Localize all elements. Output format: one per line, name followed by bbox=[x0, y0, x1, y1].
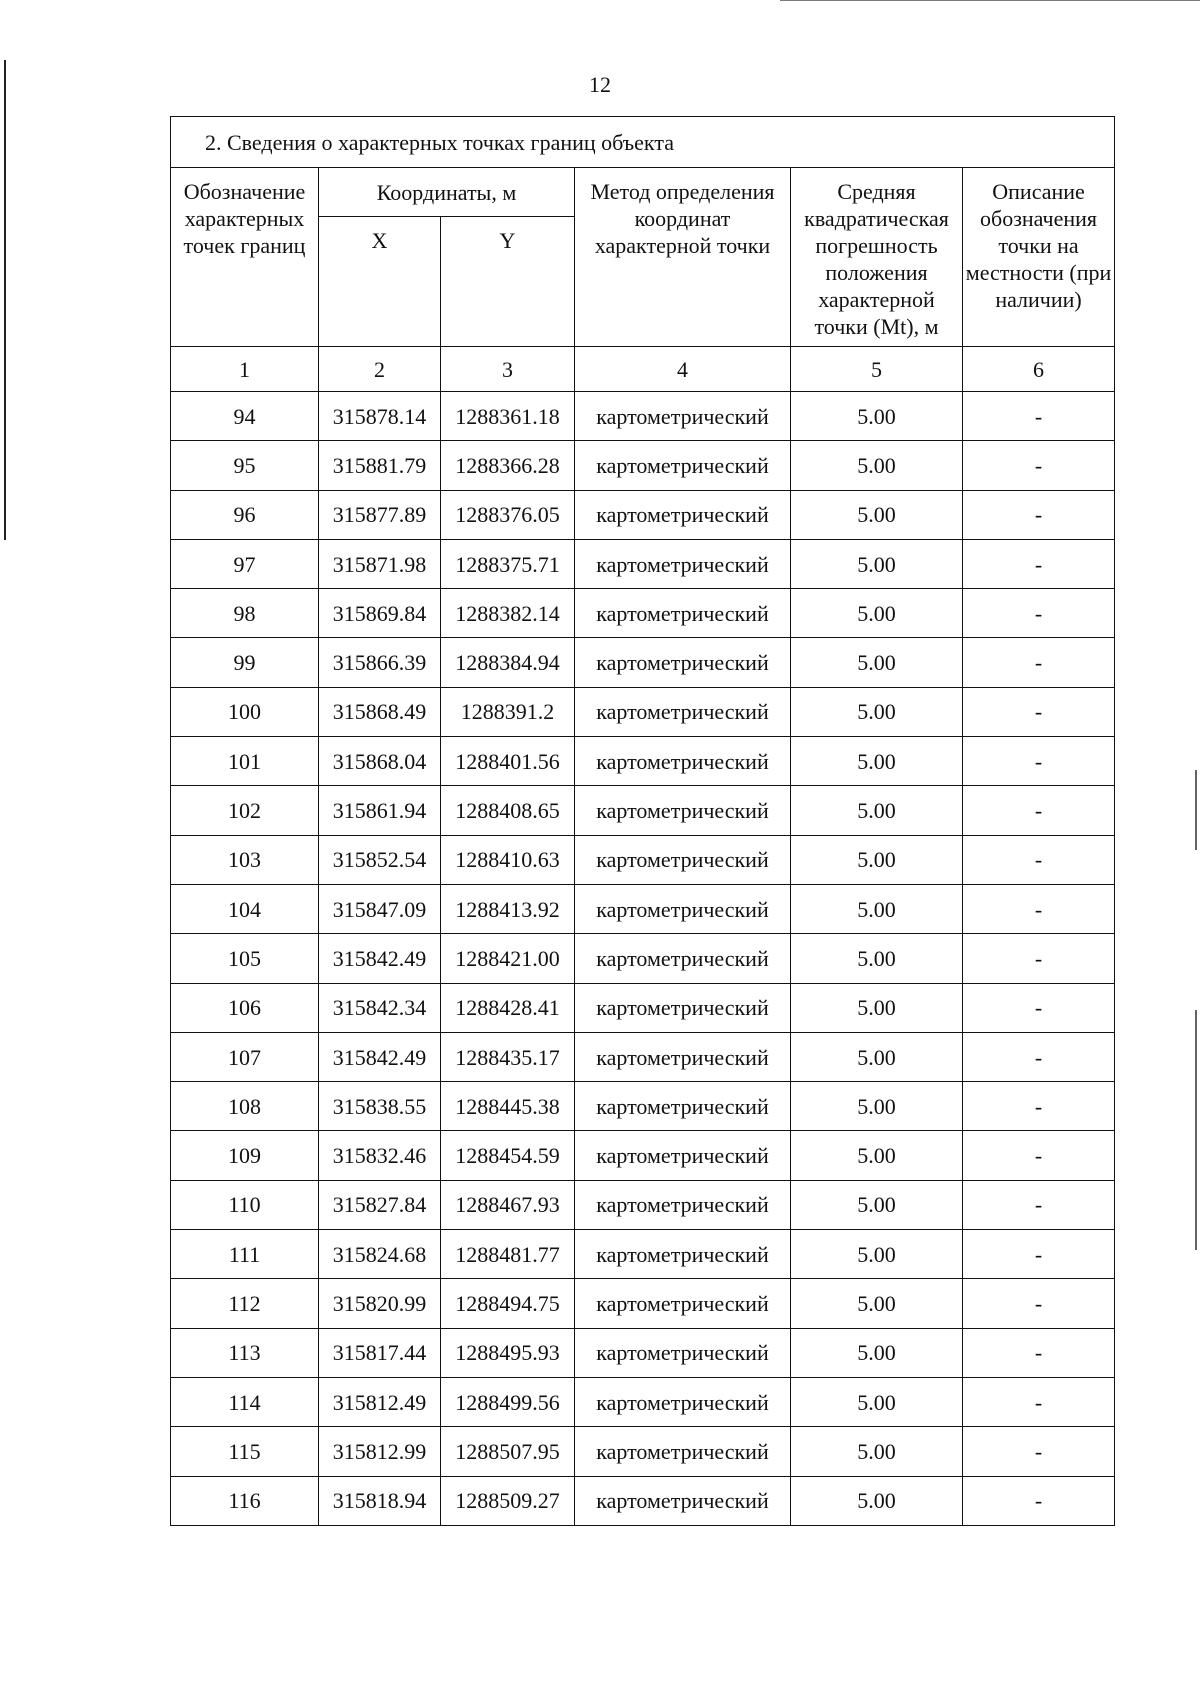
table-row bbox=[171, 835, 1115, 884]
method-cell: картометрический bbox=[575, 1131, 791, 1180]
y-coordinate-cell: 1288366.28 bbox=[441, 441, 575, 490]
y-coordinate-cell: 1288375.71 bbox=[441, 539, 575, 588]
error-cell: 5.00 bbox=[791, 737, 963, 786]
method-cell: картометрический bbox=[575, 687, 791, 736]
x-coordinate-cell: 315869.84 bbox=[319, 589, 441, 638]
y-coordinate-cell: 1288408.65 bbox=[441, 786, 575, 835]
error-cell: 5.00 bbox=[791, 441, 963, 490]
x-coordinate-cell: 315868.04 bbox=[319, 737, 441, 786]
method-cell: картометрический bbox=[575, 1377, 791, 1426]
header-coordinates: Координаты, м bbox=[319, 168, 575, 217]
table-row bbox=[171, 737, 1115, 786]
y-coordinate-cell: 1288428.41 bbox=[441, 983, 575, 1032]
description-cell: - bbox=[963, 884, 1115, 933]
x-coordinate-cell: 315878.14 bbox=[319, 392, 441, 441]
point-id-cell: 116 bbox=[171, 1476, 319, 1525]
error-cell: 5.00 bbox=[791, 1377, 963, 1426]
point-id-cell: 106 bbox=[171, 983, 319, 1032]
error-cell: 5.00 bbox=[791, 638, 963, 687]
error-cell: 5.00 bbox=[791, 983, 963, 1032]
table-row bbox=[171, 934, 1115, 983]
header-y: Y bbox=[441, 217, 575, 347]
method-cell: картометрический bbox=[575, 490, 791, 539]
x-coordinate-cell: 315842.49 bbox=[319, 1032, 441, 1081]
column-number: 2 bbox=[319, 347, 441, 392]
boundary-points-table bbox=[170, 116, 1115, 1526]
description-cell: - bbox=[963, 1230, 1115, 1279]
table-row bbox=[171, 441, 1115, 490]
error-cell: 5.00 bbox=[791, 934, 963, 983]
table-row bbox=[171, 638, 1115, 687]
table-row bbox=[171, 1082, 1115, 1131]
point-id-cell: 102 bbox=[171, 786, 319, 835]
description-cell: - bbox=[963, 539, 1115, 588]
column-number: 5 bbox=[791, 347, 963, 392]
x-coordinate-cell: 315812.49 bbox=[319, 1377, 441, 1426]
y-coordinate-cell: 1288445.38 bbox=[441, 1082, 575, 1131]
column-number: 6 bbox=[963, 347, 1115, 392]
point-id-cell: 110 bbox=[171, 1180, 319, 1229]
description-cell: - bbox=[963, 1279, 1115, 1328]
scan-edge-right-lower bbox=[1195, 1010, 1197, 1250]
error-cell: 5.00 bbox=[791, 1131, 963, 1180]
method-cell: картометрический bbox=[575, 1082, 791, 1131]
error-cell: 5.00 bbox=[791, 1180, 963, 1229]
description-cell: - bbox=[963, 1427, 1115, 1476]
y-coordinate-cell: 1288509.27 bbox=[441, 1476, 575, 1525]
x-coordinate-cell: 315820.99 bbox=[319, 1279, 441, 1328]
point-id-cell: 115 bbox=[171, 1427, 319, 1476]
description-cell: - bbox=[963, 392, 1115, 441]
scan-edge-right bbox=[1195, 770, 1197, 850]
description-cell: - bbox=[963, 1180, 1115, 1229]
table-row bbox=[171, 490, 1115, 539]
header-method: Метод определения координат характерной точки bbox=[575, 168, 791, 347]
table-row bbox=[171, 1131, 1115, 1180]
y-coordinate-cell: 1288507.95 bbox=[441, 1427, 575, 1476]
error-cell: 5.00 bbox=[791, 539, 963, 588]
y-coordinate-cell: 1288435.17 bbox=[441, 1032, 575, 1081]
point-id-cell: 108 bbox=[171, 1082, 319, 1131]
y-coordinate-cell: 1288401.56 bbox=[441, 737, 575, 786]
error-cell: 5.00 bbox=[791, 835, 963, 884]
table-row bbox=[171, 1377, 1115, 1426]
point-id-cell: 94 bbox=[171, 392, 319, 441]
x-coordinate-cell: 315871.98 bbox=[319, 539, 441, 588]
error-cell: 5.00 bbox=[791, 1032, 963, 1081]
scan-edge-top bbox=[780, 0, 1200, 1]
table-row bbox=[171, 1279, 1115, 1328]
description-cell: - bbox=[963, 638, 1115, 687]
table-row bbox=[171, 1230, 1115, 1279]
header-description: Описание обозначения точки на местности (при наличии) bbox=[963, 168, 1115, 347]
x-coordinate-cell: 315832.46 bbox=[319, 1131, 441, 1180]
x-coordinate-cell: 315838.55 bbox=[319, 1082, 441, 1131]
error-cell: 5.00 bbox=[791, 392, 963, 441]
method-cell: картометрический bbox=[575, 1230, 791, 1279]
y-coordinate-cell: 1288413.92 bbox=[441, 884, 575, 933]
y-coordinate-cell: 1288454.59 bbox=[441, 1131, 575, 1180]
method-cell: картометрический bbox=[575, 638, 791, 687]
point-id-cell: 95 bbox=[171, 441, 319, 490]
error-cell: 5.00 bbox=[791, 1082, 963, 1131]
error-cell: 5.00 bbox=[791, 1230, 963, 1279]
point-id-cell: 98 bbox=[171, 589, 319, 638]
error-cell: 5.00 bbox=[791, 1476, 963, 1525]
point-id-cell: 113 bbox=[171, 1328, 319, 1377]
point-id-cell: 100 bbox=[171, 687, 319, 736]
point-id-cell: 109 bbox=[171, 1131, 319, 1180]
error-cell: 5.00 bbox=[791, 786, 963, 835]
method-cell: картометрический bbox=[575, 737, 791, 786]
point-id-cell: 111 bbox=[171, 1230, 319, 1279]
description-cell: - bbox=[963, 441, 1115, 490]
point-id-cell: 103 bbox=[171, 835, 319, 884]
method-cell: картометрический bbox=[575, 1427, 791, 1476]
column-number: 4 bbox=[575, 347, 791, 392]
y-coordinate-cell: 1288495.93 bbox=[441, 1328, 575, 1377]
y-coordinate-cell: 1288410.63 bbox=[441, 835, 575, 884]
table-row bbox=[171, 884, 1115, 933]
x-coordinate-cell: 315827.84 bbox=[319, 1180, 441, 1229]
error-cell: 5.00 bbox=[791, 1427, 963, 1476]
error-cell: 5.00 bbox=[791, 687, 963, 736]
column-number: 3 bbox=[441, 347, 575, 392]
point-id-cell: 114 bbox=[171, 1377, 319, 1426]
method-cell: картометрический bbox=[575, 934, 791, 983]
x-coordinate-cell: 315868.49 bbox=[319, 687, 441, 736]
x-coordinate-cell: 315817.44 bbox=[319, 1328, 441, 1377]
table-row bbox=[171, 539, 1115, 588]
x-coordinate-cell: 315852.54 bbox=[319, 835, 441, 884]
y-coordinate-cell: 1288376.05 bbox=[441, 490, 575, 539]
description-cell: - bbox=[963, 589, 1115, 638]
point-id-cell: 105 bbox=[171, 934, 319, 983]
point-id-cell: 104 bbox=[171, 884, 319, 933]
page-number: 12 bbox=[589, 72, 611, 97]
description-cell: - bbox=[963, 983, 1115, 1032]
y-coordinate-cell: 1288361.18 bbox=[441, 392, 575, 441]
description-cell: - bbox=[963, 1082, 1115, 1131]
y-coordinate-cell: 1288481.77 bbox=[441, 1230, 575, 1279]
x-coordinate-cell: 315881.79 bbox=[319, 441, 441, 490]
description-cell: - bbox=[963, 1032, 1115, 1081]
method-cell: картометрический bbox=[575, 392, 791, 441]
y-coordinate-cell: 1288382.14 bbox=[441, 589, 575, 638]
description-cell: - bbox=[963, 1328, 1115, 1377]
method-cell: картометрический bbox=[575, 1279, 791, 1328]
section-title: 2. Сведения о характерных точках границ объекта bbox=[171, 117, 1115, 168]
error-cell: 5.00 bbox=[791, 1328, 963, 1377]
point-id-cell: 99 bbox=[171, 638, 319, 687]
x-coordinate-cell: 315812.99 bbox=[319, 1427, 441, 1476]
point-id-cell: 112 bbox=[171, 1279, 319, 1328]
description-cell: - bbox=[963, 1377, 1115, 1426]
point-id-cell: 107 bbox=[171, 1032, 319, 1081]
x-coordinate-cell: 315866.39 bbox=[319, 638, 441, 687]
table-row bbox=[171, 786, 1115, 835]
table-row bbox=[171, 1180, 1115, 1229]
table-row bbox=[171, 392, 1115, 441]
description-cell: - bbox=[963, 1476, 1115, 1525]
column-number: 1 bbox=[171, 347, 319, 392]
x-coordinate-cell: 315818.94 bbox=[319, 1476, 441, 1525]
table-row bbox=[171, 983, 1115, 1032]
method-cell: картометрический bbox=[575, 441, 791, 490]
header-x: X bbox=[319, 217, 441, 347]
y-coordinate-cell: 1288499.56 bbox=[441, 1377, 575, 1426]
error-cell: 5.00 bbox=[791, 1279, 963, 1328]
point-id-cell: 96 bbox=[171, 490, 319, 539]
error-cell: 5.00 bbox=[791, 490, 963, 539]
table-row bbox=[171, 1476, 1115, 1525]
method-cell: картометрический bbox=[575, 786, 791, 835]
method-cell: картометрический bbox=[575, 1476, 791, 1525]
x-coordinate-cell: 315877.89 bbox=[319, 490, 441, 539]
method-cell: картометрический bbox=[575, 589, 791, 638]
method-cell: картометрический bbox=[575, 835, 791, 884]
y-coordinate-cell: 1288391.2 bbox=[441, 687, 575, 736]
x-coordinate-cell: 315842.34 bbox=[319, 983, 441, 1032]
method-cell: картометрический bbox=[575, 1032, 791, 1081]
table-row bbox=[171, 589, 1115, 638]
description-cell: - bbox=[963, 1131, 1115, 1180]
point-id-cell: 97 bbox=[171, 539, 319, 588]
y-coordinate-cell: 1288494.75 bbox=[441, 1279, 575, 1328]
method-cell: картометрический bbox=[575, 1180, 791, 1229]
table-row bbox=[171, 687, 1115, 736]
x-coordinate-cell: 315842.49 bbox=[319, 934, 441, 983]
scan-edge-left bbox=[4, 60, 6, 540]
header-error: Средняя квадратическая погрешность положения характерной точки (Mt), м bbox=[791, 168, 963, 347]
table-body bbox=[171, 392, 1115, 1526]
description-cell: - bbox=[963, 490, 1115, 539]
y-coordinate-cell: 1288384.94 bbox=[441, 638, 575, 687]
point-id-cell: 101 bbox=[171, 737, 319, 786]
header-designation: Обозначение характерных точек границ bbox=[171, 168, 319, 347]
description-cell: - bbox=[963, 934, 1115, 983]
x-coordinate-cell: 315847.09 bbox=[319, 884, 441, 933]
description-cell: - bbox=[963, 835, 1115, 884]
x-coordinate-cell: 315861.94 bbox=[319, 786, 441, 835]
method-cell: картометрический bbox=[575, 539, 791, 588]
method-cell: картометрический bbox=[575, 983, 791, 1032]
y-coordinate-cell: 1288421.00 bbox=[441, 934, 575, 983]
error-cell: 5.00 bbox=[791, 589, 963, 638]
method-cell: картометрический bbox=[575, 884, 791, 933]
y-coordinate-cell: 1288467.93 bbox=[441, 1180, 575, 1229]
table-row bbox=[171, 1328, 1115, 1377]
description-cell: - bbox=[963, 737, 1115, 786]
error-cell: 5.00 bbox=[791, 884, 963, 933]
x-coordinate-cell: 315824.68 bbox=[319, 1230, 441, 1279]
method-cell: картометрический bbox=[575, 1328, 791, 1377]
description-cell: - bbox=[963, 786, 1115, 835]
table-row bbox=[171, 1032, 1115, 1081]
description-cell: - bbox=[963, 687, 1115, 736]
table-row bbox=[171, 1427, 1115, 1476]
